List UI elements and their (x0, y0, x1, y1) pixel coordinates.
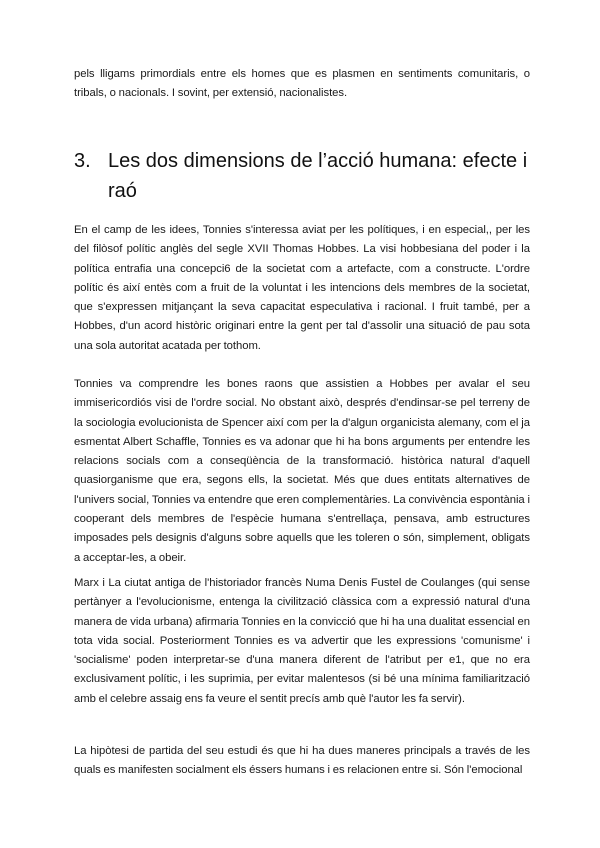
section-number: 3. (74, 150, 91, 172)
paragraph-continuation: pels lligams primordials entre els homes que es plasmen en sentiments comunitaris, o tribals, o nacionals. I sovint, per extensió, nacionalistes. (74, 68, 530, 100)
paragraph-tonnies-hobbes: Tonnies va comprendre les bones raons que assistien a Hobbes per avalar el seu immisericordiós visi de l'ordre social. No obstant això, després d'endinsar-se pel terreny de la sociologia evolucionista de Spencer així com per la d'algun organicista alemany, com el ja esmentat Albert Schaffle, Tonnies es va adonar que hi ha bons arguments per entendre les relacions socials com a conseqüència de la transformació. històrica natural d'aquell quasiorganisme que era, segons ells, la societat. Més que dues entitats alternatives de l'univers social, Tonnies va entendre que eren complementàries. La convivència espontània i cooperant dels membres de l'espècie humana s'entrellaça, pensava, amb estructures imposades pels designis d'alguns sobre aquells que les toleren o són, simplement, obligats a acceptar-les, a obeir. (74, 378, 530, 564)
section-title: Les dos dimensions de l’acció humana: efecte i raó (108, 150, 528, 202)
paragraph-marx-coulanges: Marx i La ciutat antiga de l'historiador francès Numa Denis Fustel de Coulanges (qui sense pertànyer a l'evolucionisme, entenga la civilització clàssica com a expressió natural d'una manera de vida urbana) afirmaria Tonnies en la convicció que hi ha una dualitat essencial en tota vida social. Posteriorment Tonnies es va advertir que les expressions 'comunisme' i 'socialisme' poden interpretar-se d'una manera diferent de l'atribut per e1, que no era exclusivament polític, i les suprimia, per evitar malentesos (si bé una mínima familiarització amb el celebre assaig ens fa veure el sentit precís amb què l'autor les fa servir). (74, 577, 530, 705)
paragraph-hypothesis: La hipòtesi de partida del seu estudi és que hi ha dues maneres principals a través de les quals es manifesten socialment els éssers humans i es relacionen entre si. Són l'emocional (74, 745, 530, 777)
paragraph-hobbes: En el camp de les idees, Tonnies s'interessa aviat per les polítiques, i en especial,, per les del filòsof polític anglès del segle XVII Thomas Hobbes. La visi hobbesiana del poder i la política entrafia una concepci6 de la societat com a artefacte, com a constructe. L'ordre polític és així entès com a fruit de la voluntat i les intencions dels membres de la societat, que s'expressen mitjançant la seva capacitat especulativa i racional. I fruit també, per a Hobbes, d'un acord històric originari entre la gent per tal d'assolir una situació de pau sota una sola autoritat acatada per tothom. (74, 224, 530, 352)
section-heading (74, 146, 544, 206)
